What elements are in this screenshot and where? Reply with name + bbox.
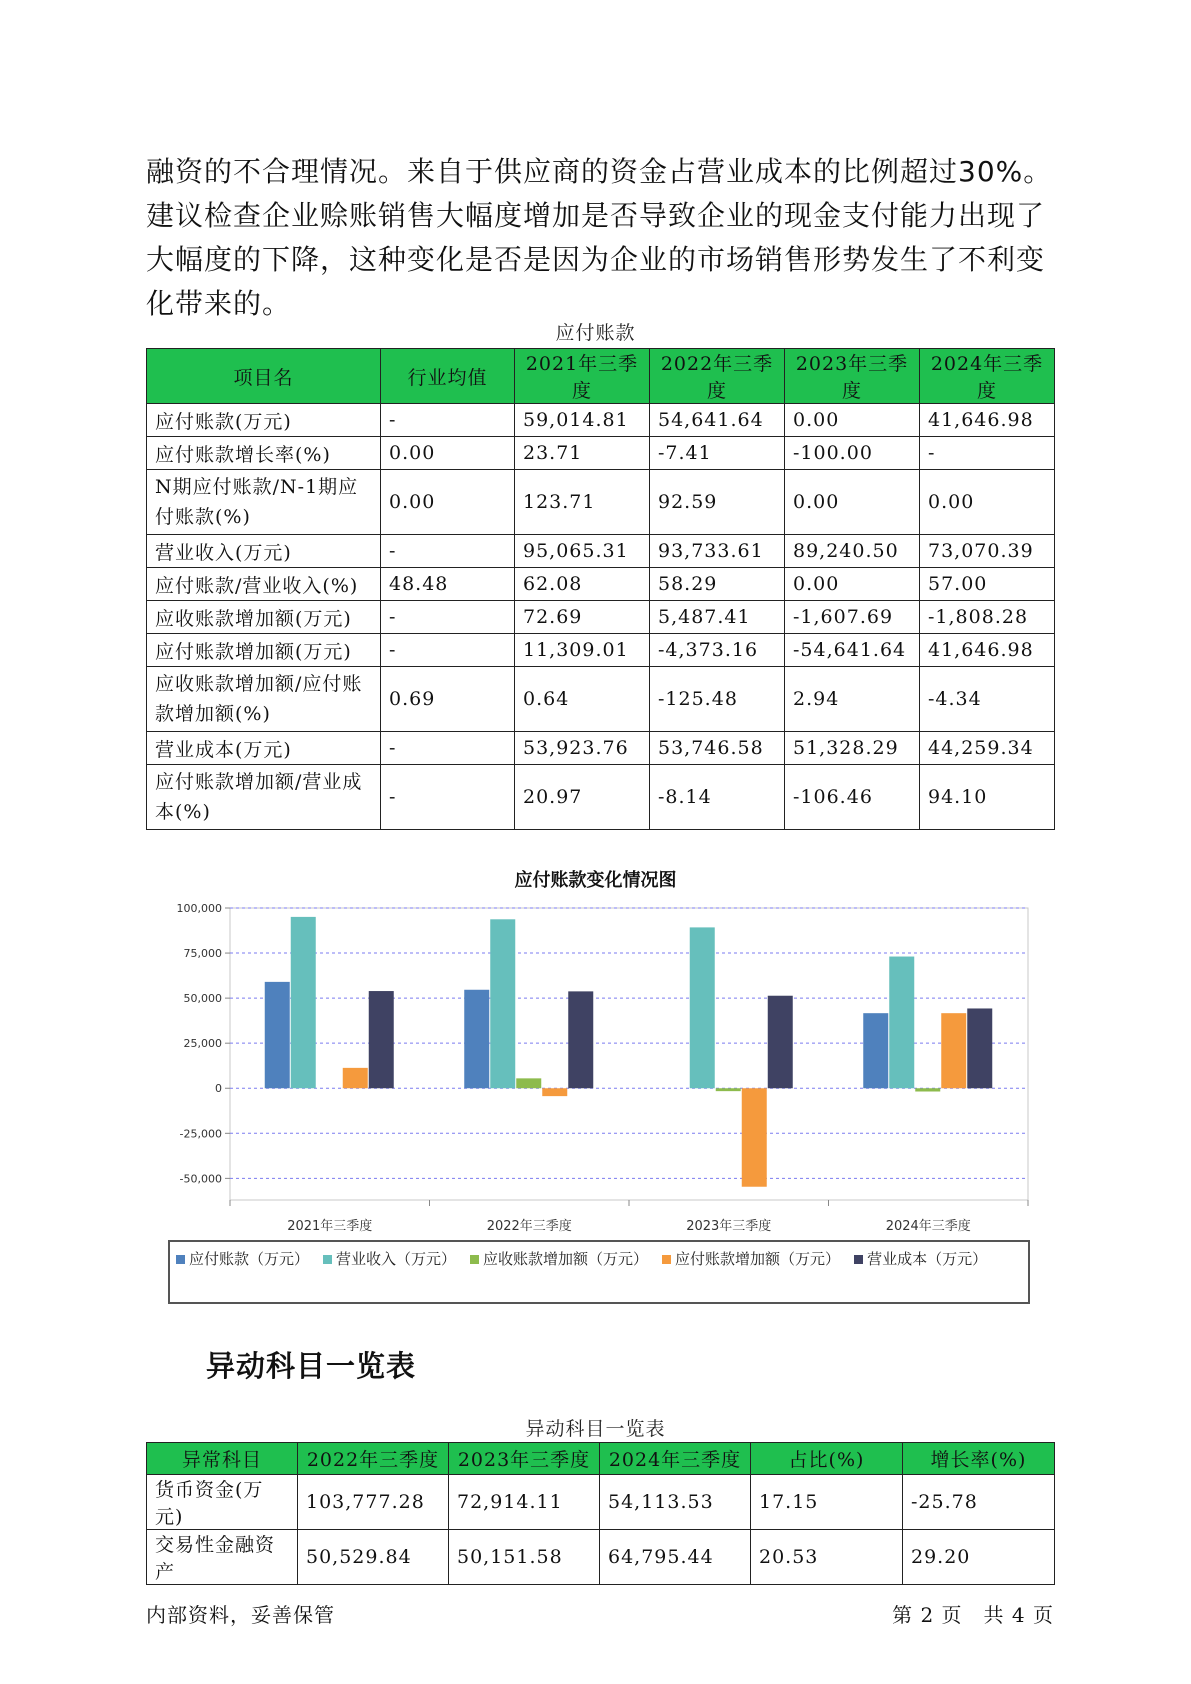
table-cell: 50,151.58 bbox=[449, 1530, 600, 1585]
table-cell: 营业成本(万元) bbox=[147, 732, 381, 765]
table-cell: 64,795.44 bbox=[600, 1530, 751, 1585]
table-cell: 20.97 bbox=[515, 765, 650, 830]
table-cell: 103,777.28 bbox=[298, 1475, 449, 1530]
table-cell: 应收账款增加额/应付账款增加额(%) bbox=[147, 667, 381, 732]
table-caption-anomaly: 异动科目一览表 bbox=[525, 1418, 666, 1440]
bar-2-3 bbox=[690, 927, 715, 1088]
legend-swatch bbox=[323, 1255, 332, 1264]
legend-label: 应付账款增加额（万元） bbox=[675, 1250, 841, 1268]
bar-3-4 bbox=[915, 1088, 940, 1091]
table-cell: 0.00 bbox=[785, 470, 920, 535]
table-cell: 营业收入(万元) bbox=[147, 535, 381, 568]
table-cell: 2.94 bbox=[785, 667, 920, 732]
body-paragraph: 融资的不合理情况。来自于供应商的资金占营业成本的比例超过30%。建议检查企业赊账销售大幅度增加是否导致企业的现金支付能力出现了大幅度的下降，这种变化是否是因为企业的市场销售形势发生了不利变化带来的。 bbox=[146, 155, 1053, 320]
table-cell: 0.00 bbox=[381, 470, 515, 535]
table-row bbox=[147, 404, 1055, 437]
bar-3-2 bbox=[516, 1078, 541, 1088]
table-row bbox=[147, 535, 1055, 568]
header-cell: 2021年三季度 bbox=[515, 349, 650, 404]
table-cell: - bbox=[381, 765, 515, 830]
table-row bbox=[147, 568, 1055, 601]
bar-1-4 bbox=[863, 1013, 888, 1088]
table-cell: -1,808.28 bbox=[920, 601, 1055, 634]
legend-item bbox=[662, 1246, 840, 1273]
table-cell: 17.15 bbox=[751, 1475, 903, 1530]
table-cell: 应付账款增加额(万元) bbox=[147, 634, 381, 667]
table-cell: 53,746.58 bbox=[650, 732, 785, 765]
table-cell: - bbox=[381, 535, 515, 568]
table-cell: 72.69 bbox=[515, 601, 650, 634]
table-cell: 72,914.11 bbox=[449, 1475, 600, 1530]
legend-item bbox=[176, 1246, 309, 1273]
bar-4-4 bbox=[941, 1013, 966, 1088]
table-cell: 92.59 bbox=[650, 470, 785, 535]
table-cell: 51,328.29 bbox=[785, 732, 920, 765]
y-tick-label: 25,000 bbox=[183, 1037, 222, 1051]
table-cell: 交易性金融资产 bbox=[147, 1530, 298, 1585]
header-cell: 2023年三季度 bbox=[785, 349, 920, 404]
header-cell: 2022年三季度 bbox=[650, 349, 785, 404]
table-cell: 应付账款增长率(%) bbox=[147, 437, 381, 470]
table-cell: -25.78 bbox=[903, 1475, 1055, 1530]
header-cell: 项目名 bbox=[147, 349, 381, 404]
table-cell: - bbox=[381, 732, 515, 765]
table-cell: 货币资金(万元) bbox=[147, 1475, 298, 1530]
table-cell: 5,487.41 bbox=[650, 601, 785, 634]
bar-5-3 bbox=[768, 996, 793, 1089]
table-cell: -125.48 bbox=[650, 667, 785, 732]
table-cell: 57.00 bbox=[920, 568, 1055, 601]
table-cell: 58.29 bbox=[650, 568, 785, 601]
table-cell: - bbox=[381, 601, 515, 634]
table-cell: 44,259.34 bbox=[920, 732, 1055, 765]
chart-legend bbox=[168, 1240, 1030, 1304]
table-row bbox=[147, 601, 1055, 634]
header-cell: 2023年三季度 bbox=[449, 1443, 600, 1475]
y-tick-label: -50,000 bbox=[179, 1172, 222, 1186]
y-tick-label: -25,000 bbox=[179, 1127, 222, 1141]
table-cell: 73,070.39 bbox=[920, 535, 1055, 568]
x-tick-label: 2023年三季度 bbox=[686, 1219, 772, 1234]
table-cell: 41,646.98 bbox=[920, 634, 1055, 667]
legend-swatch bbox=[176, 1255, 185, 1264]
chart-svg bbox=[166, 898, 1030, 1238]
bar-4-2 bbox=[542, 1088, 567, 1096]
bar-2-2 bbox=[490, 919, 515, 1088]
table-cell: - bbox=[381, 404, 515, 437]
table-row bbox=[147, 437, 1055, 470]
table-cell: 11,309.01 bbox=[515, 634, 650, 667]
y-tick-label: 0 bbox=[215, 1082, 222, 1096]
x-tick-label: 2024年三季度 bbox=[885, 1219, 971, 1234]
table-cell: 0.00 bbox=[785, 568, 920, 601]
table-row bbox=[147, 1530, 1055, 1585]
table-cell: -1,607.69 bbox=[785, 601, 920, 634]
table-cell: 应付账款(万元) bbox=[147, 404, 381, 437]
table-cell: -100.00 bbox=[785, 437, 920, 470]
table-cell: 41,646.98 bbox=[920, 404, 1055, 437]
table-cell: - bbox=[381, 634, 515, 667]
y-tick-label: 50,000 bbox=[183, 992, 222, 1006]
header-cell: 占比(%) bbox=[751, 1443, 903, 1475]
table-cell: 48.48 bbox=[381, 568, 515, 601]
table-cell: - bbox=[920, 437, 1055, 470]
table-cell: 123.71 bbox=[515, 470, 650, 535]
table-row bbox=[147, 667, 1055, 732]
table-caption-payables: 应付账款 bbox=[555, 322, 636, 344]
header-cell: 增长率(%) bbox=[903, 1443, 1055, 1475]
y-tick-label: 100,000 bbox=[176, 902, 222, 915]
legend-label: 营业成本（万元） bbox=[867, 1250, 988, 1268]
table-cell: 应收账款增加额(万元) bbox=[147, 601, 381, 634]
table-cell: 50,529.84 bbox=[298, 1530, 449, 1585]
table-cell: 29.20 bbox=[903, 1530, 1055, 1585]
payables-table bbox=[146, 348, 1055, 830]
bar-4-1 bbox=[343, 1068, 368, 1088]
header-cell: 2022年三季度 bbox=[298, 1443, 449, 1475]
table-cell: 应付账款/营业收入(%) bbox=[147, 568, 381, 601]
table-cell: 23.71 bbox=[515, 437, 650, 470]
table-cell: 0.00 bbox=[785, 404, 920, 437]
table-cell: -4.34 bbox=[920, 667, 1055, 732]
table-cell: 93,733.61 bbox=[650, 535, 785, 568]
legend-label: 应付账款（万元） bbox=[189, 1250, 310, 1268]
table-cell: 53,923.76 bbox=[515, 732, 650, 765]
legend-swatch bbox=[662, 1255, 671, 1264]
table-header-row bbox=[147, 349, 1055, 404]
bar-4-3 bbox=[742, 1088, 767, 1186]
table-cell: 54,113.53 bbox=[600, 1475, 751, 1530]
table-cell: -54,641.64 bbox=[785, 634, 920, 667]
bar-2-4 bbox=[889, 957, 914, 1089]
bar-5-4 bbox=[967, 1008, 992, 1088]
y-tick-label: 75,000 bbox=[183, 947, 222, 961]
table-cell: 94.10 bbox=[920, 765, 1055, 830]
table-row bbox=[147, 1475, 1055, 1530]
legend-label: 应收账款增加额（万元） bbox=[483, 1250, 649, 1268]
legend-item bbox=[470, 1246, 648, 1273]
x-tick-label: 2022年三季度 bbox=[486, 1219, 572, 1234]
table-cell: -106.46 bbox=[785, 765, 920, 830]
legend-label: 营业收入（万元） bbox=[336, 1250, 457, 1268]
bar-3-3 bbox=[716, 1088, 741, 1091]
table-cell: -7.41 bbox=[650, 437, 785, 470]
table-cell: -8.14 bbox=[650, 765, 785, 830]
bar-2-1 bbox=[291, 917, 316, 1088]
legend-item bbox=[854, 1246, 987, 1273]
section-title: 异动科目一览表 bbox=[206, 1349, 417, 1383]
bar-1-2 bbox=[464, 990, 489, 1088]
table-cell: 59,014.81 bbox=[515, 404, 650, 437]
table-cell: 应付账款增加额/营业成本(%) bbox=[147, 765, 381, 830]
legend-swatch bbox=[854, 1255, 863, 1264]
legend-swatch bbox=[470, 1255, 479, 1264]
header-cell: 异常科目 bbox=[147, 1443, 298, 1475]
header-cell: 2024年三季度 bbox=[920, 349, 1055, 404]
table-row bbox=[147, 470, 1055, 535]
table-cell: 95,065.31 bbox=[515, 535, 650, 568]
footer-page-number: 第 2 页 共 4 页 bbox=[892, 1603, 1054, 1627]
chart-title: 应付账款变化情况图 bbox=[514, 870, 677, 891]
bar-1-1 bbox=[265, 982, 290, 1088]
table-cell: 0.69 bbox=[381, 667, 515, 732]
anomaly-table bbox=[146, 1442, 1055, 1585]
table-cell: N期应付账款/N-1期应付账款(%) bbox=[147, 470, 381, 535]
table-row bbox=[147, 634, 1055, 667]
table-cell: 54,641.64 bbox=[650, 404, 785, 437]
footer-confidential-note: 内部资料，妥善保管 bbox=[146, 1603, 335, 1627]
table-cell: 89,240.50 bbox=[785, 535, 920, 568]
table-cell: 0.00 bbox=[920, 470, 1055, 535]
table-cell: 0.00 bbox=[381, 437, 515, 470]
bar-5-2 bbox=[568, 991, 593, 1088]
header-cell: 2024年三季度 bbox=[600, 1443, 751, 1475]
table-row bbox=[147, 765, 1055, 830]
table-cell: -4,373.16 bbox=[650, 634, 785, 667]
table-cell: 20.53 bbox=[751, 1530, 903, 1585]
table-header-row bbox=[147, 1443, 1055, 1475]
bar-5-1 bbox=[369, 991, 394, 1088]
x-tick-label: 2021年三季度 bbox=[287, 1219, 373, 1234]
table-row bbox=[147, 732, 1055, 765]
table-cell: 62.08 bbox=[515, 568, 650, 601]
table-cell: 0.64 bbox=[515, 667, 650, 732]
header-cell: 行业均值 bbox=[381, 349, 515, 404]
legend-item bbox=[323, 1246, 456, 1273]
